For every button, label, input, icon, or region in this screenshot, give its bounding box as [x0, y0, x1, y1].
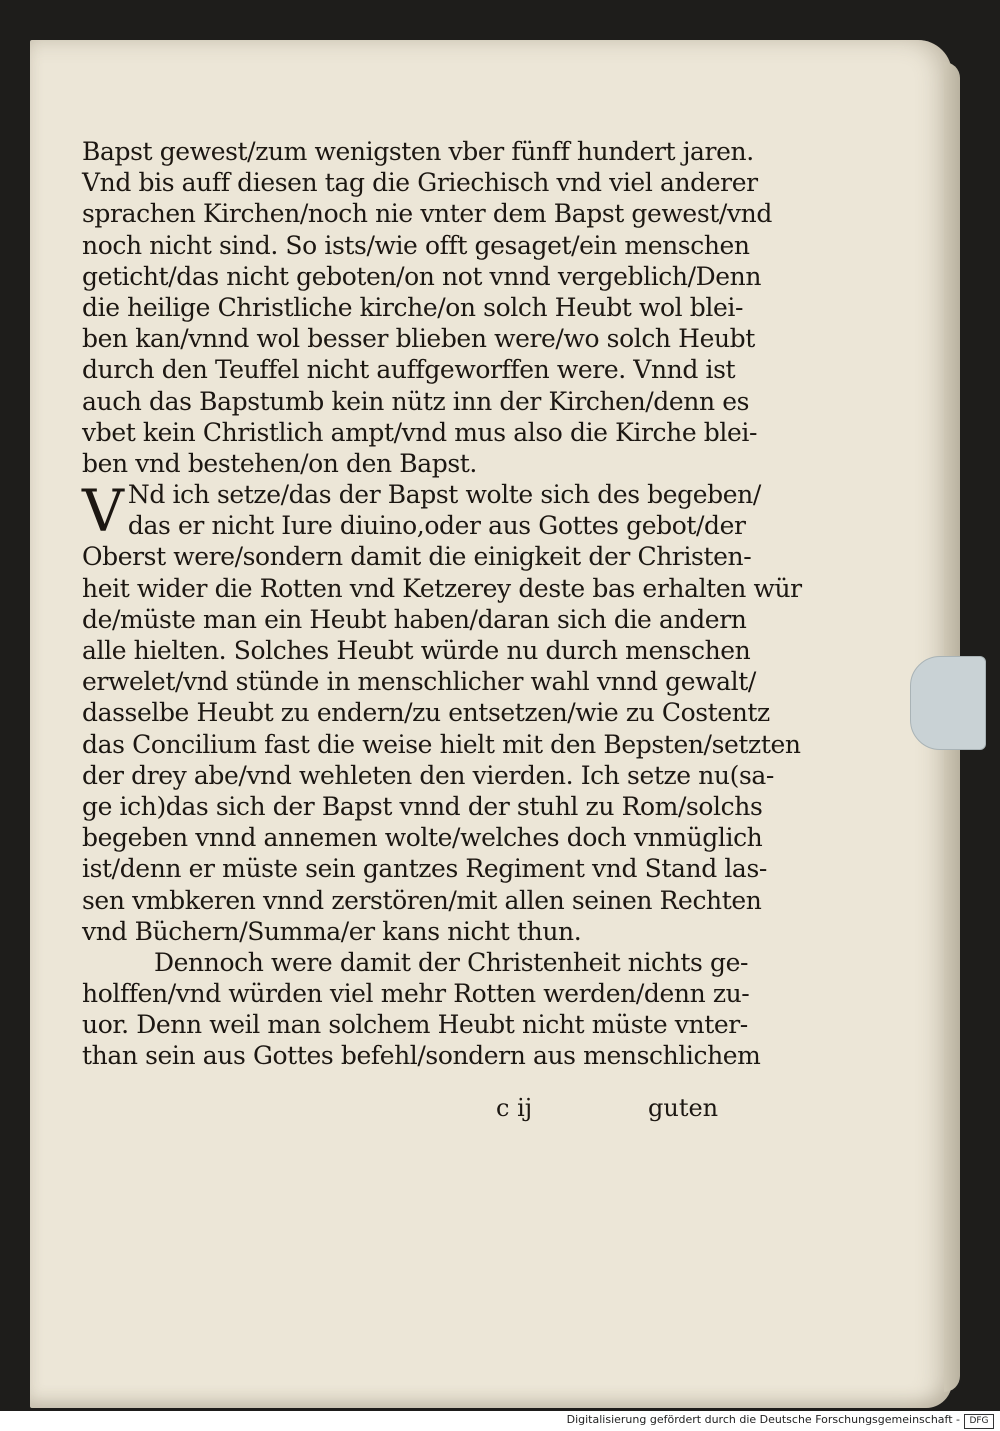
catchword: guten [648, 1094, 719, 1122]
funding-notice: Digitalisierung gefördert durch die Deutsche Forschungsgemeinschaft - [566, 1413, 960, 1426]
text-line: sprachen Kirchen/noch nie vnter dem Bapst gewest/vnd [82, 199, 772, 229]
text-line: Vnd bis auff diesen tag die Griechisch vnd viel anderer [82, 168, 758, 198]
text-line: ge ich)das sich der Bapst vnnd der stuhl zu Rom/solchs [82, 791, 763, 821]
text-line: das er nicht Iure diuino,oder aus Gottes gebot/der [127, 511, 746, 541]
text-line: die heilige Christliche kirche/on solch Heubt wol blei- [82, 292, 744, 322]
text-line: der drey abe/vnd wehleten den vierden. Ich setze nu(sa- [82, 760, 774, 790]
text-line: ben vnd bestehen/on den Bapst. [82, 448, 477, 478]
text-line: noch nicht sind. So ists/wie offt gesaget/ein menschen [82, 230, 750, 260]
text-line: ben kan/vnnd wol besser blieben were/wo solch Heubt [82, 324, 755, 354]
text-line: holffen/vnd würden viel mehr Rotten werden/denn zu- [82, 979, 750, 1009]
text-line: uor. Denn weil man solchem Heubt nicht müste vnter- [82, 1010, 748, 1040]
text-line: durch den Teuffel nicht auffgeworffen were. Vnnd ist [82, 355, 736, 385]
text-line: ist/denn er müste sein gantzes Regiment vnd Stand las- [82, 854, 767, 884]
text-line: de/müste man ein Heubt haben/daran sich die andern [82, 604, 747, 634]
text-line: Oberst were/sondern damit die einigkeit der Christen- [82, 542, 752, 572]
text-line: begeben vnnd annemen wolte/welches doch vnmüglich [82, 823, 763, 853]
signature-mark: c ij [496, 1094, 533, 1122]
text-line: vnd Büchern/Summa/er kans nicht thun. [82, 916, 582, 946]
text-line: heit wider die Rotten vnd Ketzerey deste bas erhalten wür [82, 573, 802, 603]
text-line: Bapst gewest/zum wenigsten vber fünff hundert jaren. [82, 137, 754, 166]
text-line: das Concilium fast die weise hielt mit den Bepsten/setzten [82, 729, 801, 759]
text-line: dasselbe Heubt zu endern/zu entsetzen/wie zu Costentz [82, 698, 770, 728]
text-line: sen vmbkeren vnnd zerstören/mit allen seinen Rechten [82, 885, 762, 915]
page-text [82, 136, 802, 1072]
paragraph-with-initial [82, 477, 761, 546]
page-tab-marker [910, 656, 986, 750]
text-line: auch das Bapstumb kein nütz inn der Kirchen/denn es [82, 386, 750, 416]
dfg-logo: DFG [964, 1414, 994, 1429]
text-line: erwelet/vnd stünde in menschlicher wahl vnnd gewalt/ [82, 667, 756, 697]
text-line: Nd ich setze/das der Bapst wolte sich des begeben/ [127, 480, 761, 510]
paragraph-first-line: Dennoch were damit der Christenheit nichts ge- [154, 947, 749, 977]
text-line: geticht/das nicht geboten/on not vnnd vergeblich/Denn [82, 261, 762, 291]
text-line: vbet kein Christlich ampt/vnd mus also die Kirche blei- [82, 417, 758, 447]
text-line: than sein aus Gottes befehl/sondern aus menschlichem [82, 1041, 761, 1071]
text-line: alle hielten. Solches Heubt würde nu durch menschen [82, 636, 751, 665]
footer-bar [0, 1411, 1000, 1431]
drop-cap-initial: V [82, 477, 124, 546]
